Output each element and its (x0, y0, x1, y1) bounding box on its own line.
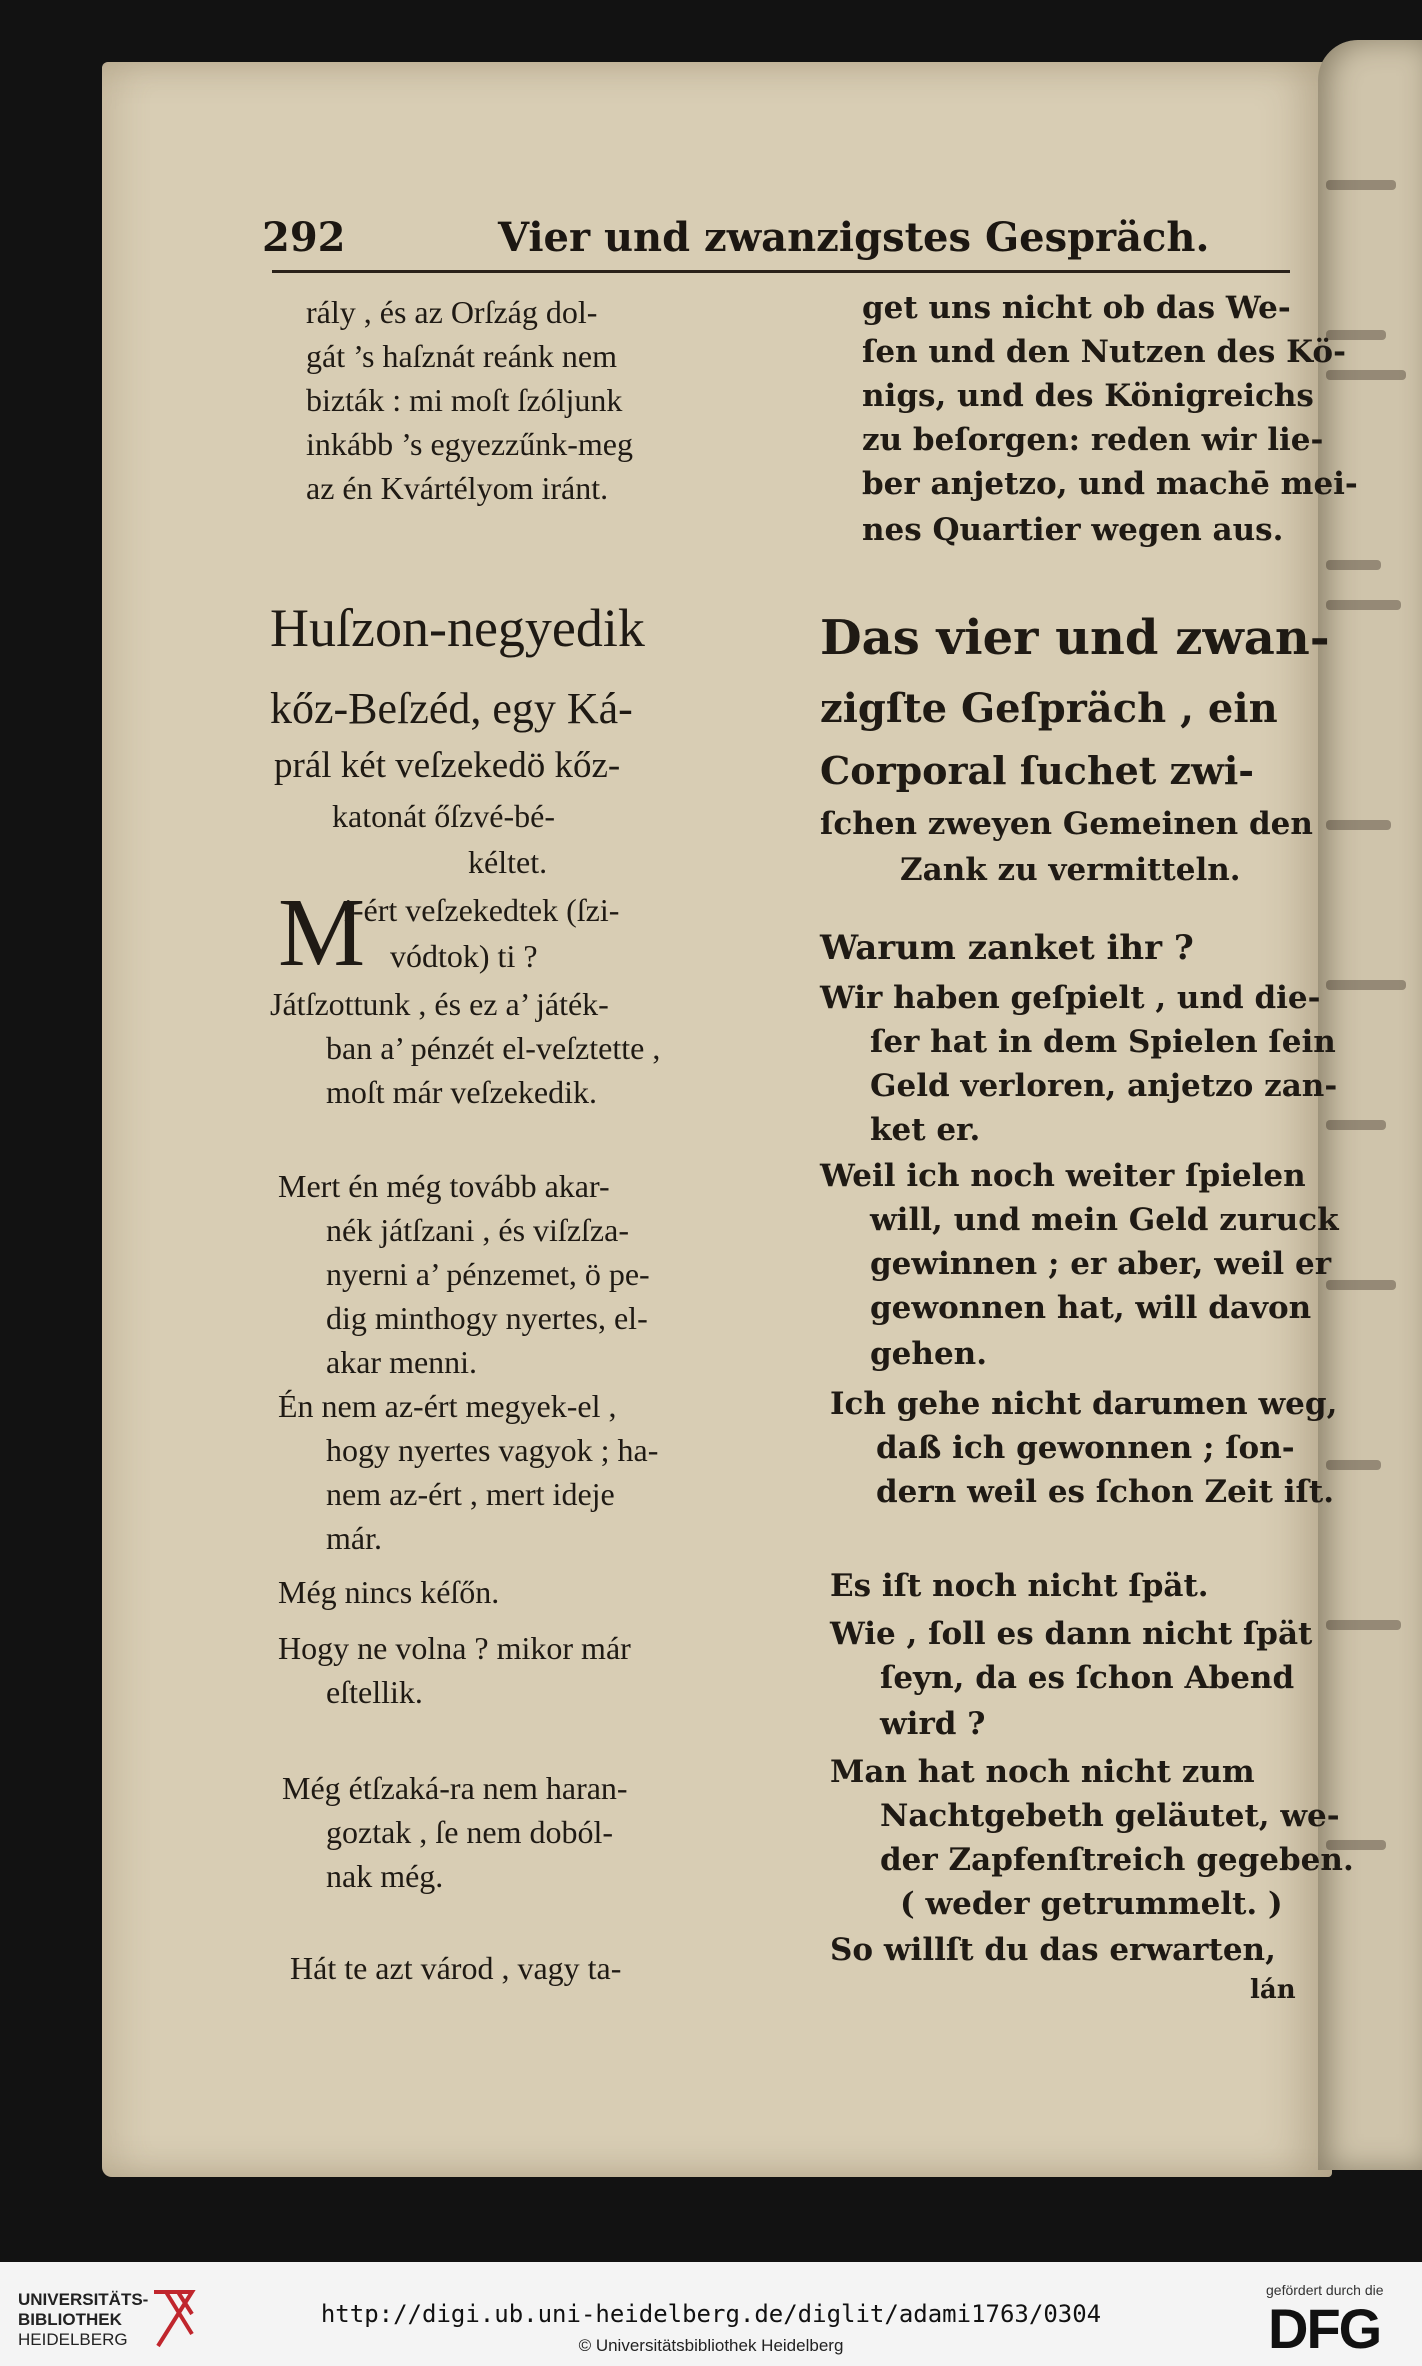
de-line: will, und mein Geld zuruck (870, 1202, 1339, 1238)
de-heading-line: Zank zu vermitteln. (900, 852, 1241, 888)
sponsor-text: gefördert durch die (1266, 2282, 1384, 2298)
de-intro-line: zu beſorgen: reden wir lie- (862, 422, 1324, 458)
library-name-line: BIBLIOTHEK (18, 2310, 122, 2329)
hu-line: nék játſzani , és viſzſza- (326, 1212, 629, 1248)
hu-line: már. (326, 1520, 382, 1556)
de-heading-line: zigſte Geſpräch , ein (820, 685, 1278, 732)
de-line: ſeyn, da es ſchon Abend (880, 1660, 1295, 1696)
de-intro-line: ſen und den Nutzen des Kö- (862, 334, 1346, 370)
hu-line: Hogy ne volna ? mikor már (278, 1630, 631, 1666)
hu-line: moſt már veſzekedik. (326, 1074, 598, 1110)
hu-line: Mert én még tovább akar- (278, 1168, 610, 1204)
page-number: 292 (262, 214, 346, 261)
dfg-logo: DFG (1268, 2297, 1381, 2360)
de-intro-line: ber anjetzo, und machē mei- (862, 466, 1358, 502)
hu-line: ban a’ pénzét el-veſztette , (326, 1030, 661, 1066)
hu-line: Még étſzaká-ra nem haran- (282, 1770, 628, 1806)
de-line: Geld verloren, anjetzo zan- (870, 1068, 1338, 1104)
running-title: Vier und zwanzigstes Gespräch. (498, 214, 1210, 261)
hu-line: vódtok) ti ? (390, 938, 538, 974)
hu-line: nak még. (326, 1858, 444, 1894)
de-heading-line: Das vier und zwan- (820, 610, 1330, 666)
de-line: gewinnen ; er aber, weil er (870, 1246, 1332, 1282)
hu-line: eſtellik. (326, 1674, 423, 1710)
library-name-line: HEIDELBERG (18, 2330, 128, 2349)
hu-line: goztak , ſe nem doból- (326, 1814, 614, 1850)
de-intro-line: nes Quartier wegen aus. (862, 512, 1284, 548)
de-heading-line: ſchen zweyen Gemeinen den (820, 806, 1313, 842)
hu-line: akar menni. (326, 1344, 478, 1380)
hu-line: nyerni a’ pénzemet, ö pe- (326, 1256, 650, 1292)
hu-line: Játſzottunk , és ez a’ játék- (270, 986, 609, 1022)
de-heading-line: Corporal ſuchet zwi- (820, 748, 1255, 793)
hu-heading-line: kéltet. (468, 844, 548, 880)
hu-line: Én nem az-ért megyek-el , (278, 1388, 617, 1424)
hu-intro-line: rály , és az Orſzág dol- (306, 294, 598, 330)
hu-heading-line: katonát őſzvé-bé- (332, 798, 555, 834)
hu-line: nem az-ért , mert ideje (326, 1476, 615, 1512)
hu-heading-line: Huſzon-negyedik (270, 598, 645, 658)
de-line: So willſt du das erwarten, (830, 1932, 1276, 1968)
de-line: Ich gehe nicht darumen weg, (830, 1386, 1338, 1422)
de-line: Es iſt noch nicht ſpät. (830, 1568, 1209, 1604)
de-line: gewonnen hat, will davon (870, 1290, 1312, 1326)
de-line: ſer hat in dem Spielen ſein (870, 1024, 1336, 1060)
hu-line: Hát te azt várod , vagy ta- (290, 1950, 622, 1986)
de-line: Warum zanket ihr ? (820, 928, 1194, 968)
hu-intro-line: bizták : mi moſt ſzóljunk (306, 382, 623, 418)
library-name-line: UNIVERSITÄTS- (18, 2290, 149, 2309)
de-intro-line: nigs, und des Königreichs (862, 378, 1314, 414)
de-line: wird ? (880, 1706, 986, 1742)
de-line: ( weder getrummelt. ) (900, 1886, 1283, 1922)
de-line: dern weil es ſchon Zeit iſt. (876, 1474, 1335, 1510)
page-header (262, 210, 1292, 270)
permalink-url[interactable]: http://digi.ub.uni-heidelberg.de/diglit/adami1763/0304 (320, 2300, 1102, 2328)
hu-line: i-ért veſzekedtek (ſzi- (344, 892, 620, 928)
hu-heading-line: prál két veſzekedö kőz- (274, 745, 621, 786)
drop-cap: M (278, 879, 366, 987)
hu-intro-line: az én Kvártélyom iránt. (306, 470, 609, 506)
hu-line: Még nincs kéſőn. (278, 1574, 500, 1610)
de-line: Wie , ſoll es dann nicht ſpät (830, 1616, 1313, 1652)
hu-heading-line: kőz-Beſzéd, egy Ká- (270, 684, 633, 733)
de-line: gehen. (870, 1336, 987, 1372)
de-line: Wir haben geſpielt , und die- (820, 980, 1321, 1016)
hu-intro-line: gát ’s haſznát reánk nem (306, 338, 617, 374)
hu-line: dig minthogy nyertes, el- (326, 1300, 648, 1336)
de-line: der Zapfenſtreich gegeben. (880, 1842, 1354, 1878)
catchword: lán (1250, 1975, 1296, 2005)
hu-intro-line: inkább ’s egyezzűnk-meg (306, 426, 633, 462)
header-rule (272, 270, 1290, 273)
de-intro-line: get uns nicht ob das We- (862, 290, 1291, 326)
de-line: Man hat noch nicht zum (830, 1754, 1255, 1790)
de-line: daß ich gewonnen ; ſon- (876, 1430, 1295, 1466)
copyright-notice: © Universitätsbibliothek Heidelberg (578, 2336, 844, 2355)
de-line: ket er. (870, 1112, 981, 1148)
de-line: Weil ich noch weiter ſpielen (820, 1158, 1306, 1194)
hu-line: hogy nyertes vagyok ; ha- (326, 1432, 659, 1468)
de-line: Nachtgebeth geläutet, we- (880, 1798, 1340, 1834)
